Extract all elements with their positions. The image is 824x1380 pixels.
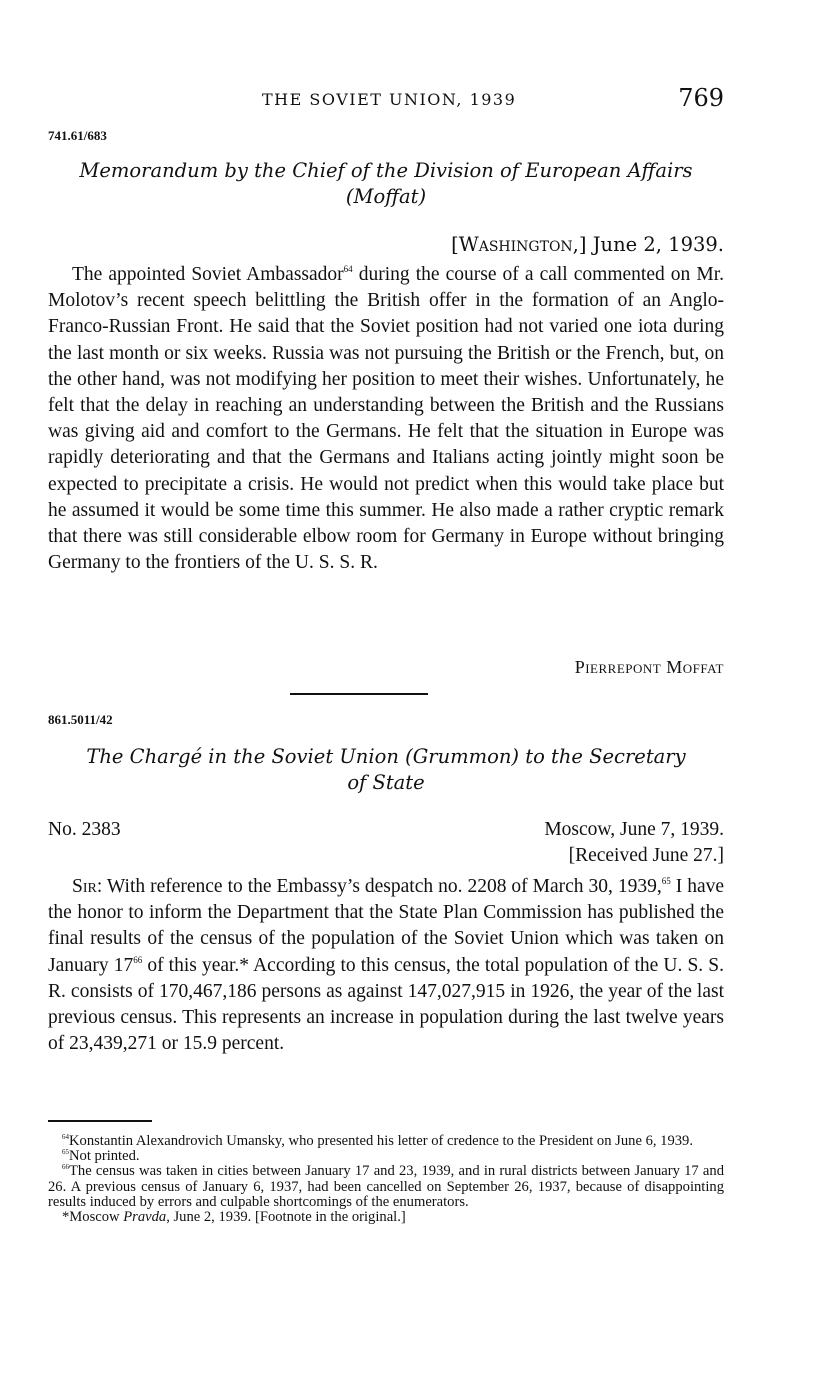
- despatch-text: of this year.* According to this census, the total population of the U. S. S. R. consists of 170,467,186 persons as against 147,027,915 in 1926, the year of the last previous census. This represents an increase in population during the last twelve years of 23,439,271 or 15.9 percent.: [48, 954, 724, 1055]
- title-line: Memorandum by the Chief of the Division of European Affairs: [79, 159, 693, 182]
- memo-body: [48, 262, 724, 576]
- salutation: Sir: [72, 876, 97, 897]
- footnote-text: Not printed.: [69, 1148, 140, 1165]
- footnote-text: , June 2, 1939. [Footnote in the original.]: [166, 1209, 406, 1226]
- place-date: Moscow, June 7, 1939.: [544, 819, 724, 840]
- footnote-ref[interactable]: 65: [661, 876, 671, 886]
- signature: Pierrepont Moffat: [574, 657, 724, 677]
- footnotes: [48, 1134, 724, 1225]
- footnote-text: The census was taken in cities between January 17 and 23, 1939, and in rural districts between January 17 and 26. A previous census of January 6, 1937, had been cancelled on September 26, 1937, because of disappointing results induced by errors and culpable shortcomings of the enumerators.: [48, 1163, 724, 1210]
- title-line: The Chargé in the Soviet Union (Grummon) to the Secretary: [86, 745, 686, 768]
- footnote-mark: 65: [62, 1148, 69, 1157]
- file-number: 861.5011/42: [48, 712, 113, 727]
- footnote-mark: 64: [62, 1133, 69, 1141]
- file-number: 741.61/683: [48, 128, 107, 143]
- footnote: [48, 1134, 724, 1149]
- despatch-text: : With reference to the Embassy’s despatch no. 2208 of March 30, 1939,: [96, 876, 662, 897]
- received-date: [Received June 27.]: [568, 845, 724, 866]
- footnote-ref[interactable]: 64: [343, 264, 353, 274]
- dateline: [Washington,] June 2, 1939.: [451, 233, 724, 256]
- footnote-mark: 66: [62, 1163, 69, 1172]
- memo-text: The appointed Soviet Ambassador: [72, 264, 344, 285]
- despatch-body: [48, 874, 724, 1057]
- document-title: [48, 744, 724, 796]
- page-number: 769: [678, 84, 724, 112]
- title-line: of State: [347, 771, 425, 794]
- memo-text: during the course of a call commented on Mr. Molotov’s recent speech belittling the British offer in the formation of an Anglo-Franco-Russian Front. He said that the Soviet position had not varied one iota during the last month or six weeks. Russia was not pursuing the British or the French, but, on the other hand, was not modifying her position to meet their wishes. Unfortunately, he felt that the delay in reaching an understanding between the British and the Russians was giving aid and comfort to the Germans. He felt that the situation in Europe was rapidly deteriorating and that the Germans and Italians acting jointly might soon be expected to precipitate a crisis. He would not predict when this would take place but he assumed it would be some time this summer. He also made a rather cryptic remark that there was still considerable elbow room for Germany in Europe without bringing Germany to the frontiers of the U. S. S. R.: [48, 264, 725, 574]
- footnote: [48, 1149, 724, 1164]
- footnote: [48, 1210, 724, 1225]
- page-header: [48, 84, 724, 114]
- section-divider: [290, 693, 428, 695]
- document-title: [48, 158, 724, 210]
- despatch-number: No. 2383: [48, 819, 121, 840]
- footnote-ref[interactable]: 66: [133, 954, 143, 965]
- dateline-date: June 2, 1939.: [592, 233, 724, 256]
- dateline-place: Washington,: [458, 233, 579, 256]
- despatch-text: I have the honor to inform the Department that the State Plan Commission has published the final results of the census of the population of the Soviet Union which was taken on January 17: [48, 876, 725, 976]
- footnote-text: Konstantin Alexandrovich Umansky, who presented his letter of credence to the President on June 6, 1939.: [69, 1133, 694, 1149]
- footnote-text: Pravda: [123, 1209, 167, 1226]
- footnote-text: Moscow: [69, 1209, 124, 1226]
- footnote-mark: *: [62, 1209, 70, 1226]
- footnote-rule: [48, 1120, 152, 1122]
- title-line: (Moffat): [345, 185, 427, 208]
- running-head: THE SOVIET UNION, 1939: [262, 90, 517, 109]
- footnote: [48, 1164, 724, 1210]
